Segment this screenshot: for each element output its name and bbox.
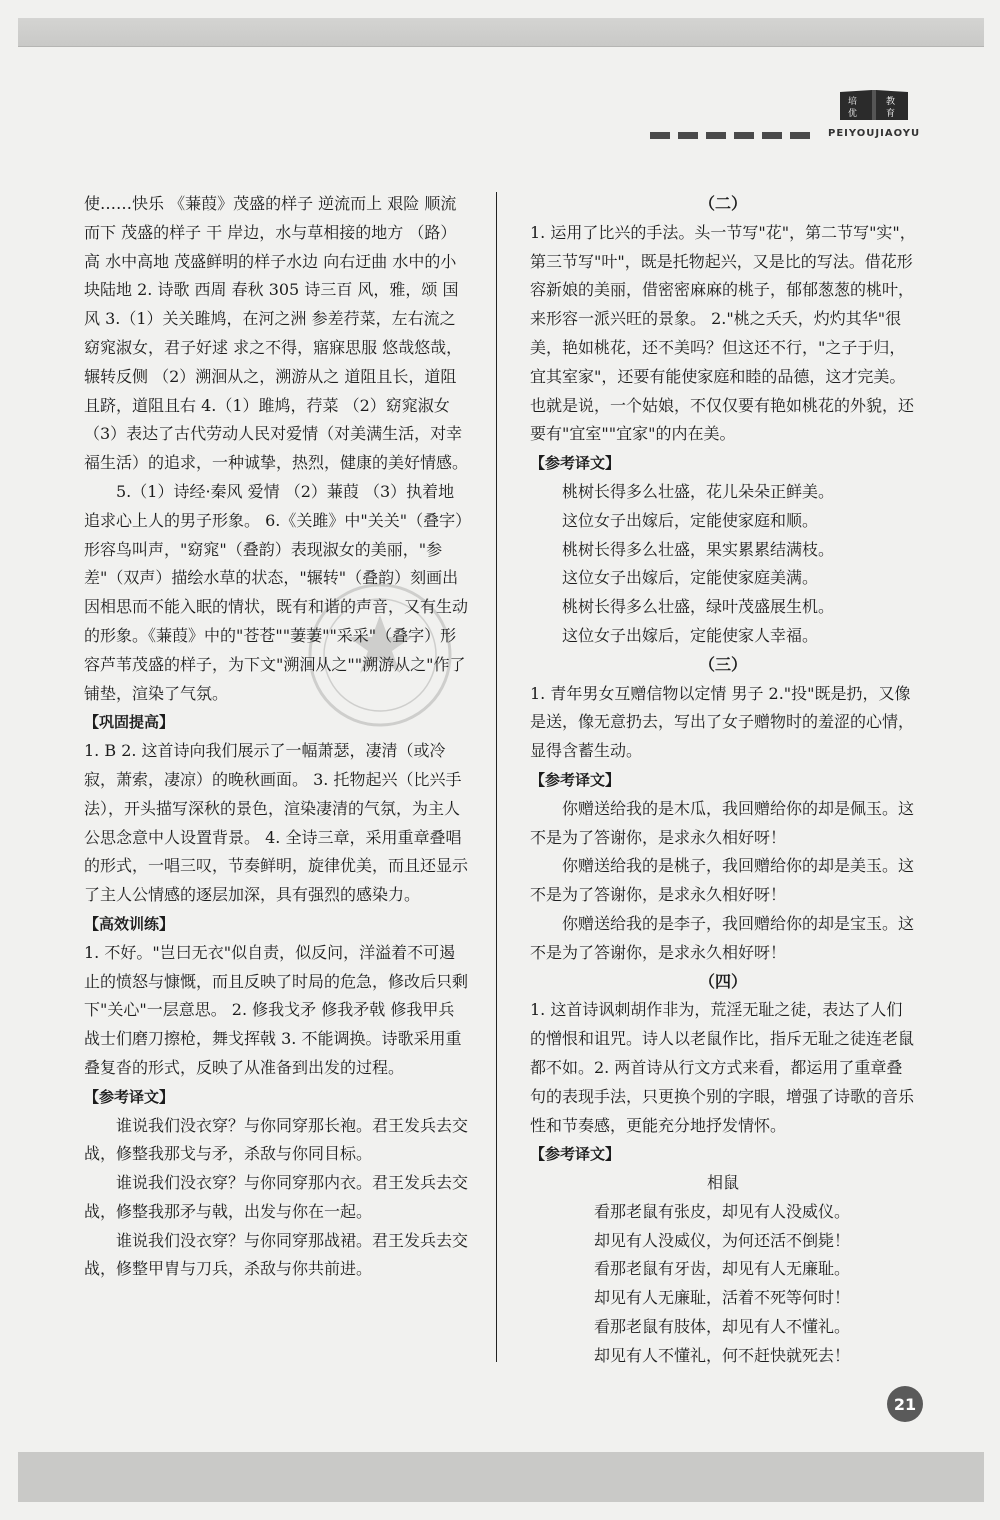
answer-paragraph: 5.（1）诗经·秦风 爱情 （2）蒹葭 （3）执着地追求心上人的男子形象。 6.《关雎》中"关关"（叠字）形容鸟叫声，"窈窕"（叠韵）表现淑女的美丽，"参差"（双声）描绘水草的状态，"辗转"（叠韵）刻画出因相思而不能入眠的情状，既有和谐的声音，又有生动的形象。《蒹葭》中的"苍苍""萋萋""采采"（叠字）形容芦苇茂盛的样子，为下文"溯洄从之""溯游从之"作了铺垫，渲染了气氛。	[84, 481, 468, 703]
logo-glyph: 教	[886, 97, 896, 107]
section-number: （四）	[698, 971, 747, 991]
answer-paragraph: 使……快乐 《蒹葭》茂盛的样子 逆流而上 艰险 顺流而下 茂盛的样子 干 岸边，水与草相接的地方 （路）高 水中高地 茂盛鲜明的样子水边 向右迂曲 水中的小块陆地 2. 诗歌 西周 春秋 305 诗三百 风，雅，颂 国风 3.（1）关关雎鸠，在河之洲 参差荇菜，左右流之 窈窕淑女，君子好逑 求之不得，寤寐思服 悠哉悠哉，辗转反侧 （2）溯洄从之，溯游从之 道阻且长，道阻且跻，道阻且右 4.（1）雎鸠，荇菜 （2）窈窕淑女 （3）表达了古代劳动人民对爱情（对美满生活，对幸福生活）的追求，一种诚挚，热烈，健康的美好情感。	[84, 194, 468, 473]
answer-paragraph: 1. 不好。"岂曰无衣"似自责，似反问，洋溢着不可遏止的愤怒与慷慨，而且反映了时局的危急，修改后只剩下"关心"一层意思。 2. 修我戈矛 修我矛戟 修我甲兵 战士们磨刀擦枪，舞戈挥戟 3. 不能调换。诗歌采用重叠复沓的形式，反映了从准备到出发的过程。	[84, 942, 468, 1077]
column-divider	[496, 192, 497, 1362]
section-heading: 【参考译文】	[530, 1145, 621, 1164]
poem-line: 却见有人不懂礼，何不赶快就死去！	[594, 1345, 851, 1365]
bottom-band	[18, 1452, 984, 1502]
answer-paragraph: 1. 运用了比兴的手法。头一节写"花"，第二节写"实"，第三节写"叶"，既是托物起兴，又是比的写法。借花形容新娘的美丽，借密密麻麻的桃子，郁郁葱葱的桃叶，来形容一派兴旺的景象。 2."桃之夭夭，灼灼其华"很美，艳如桃花，还不美吗？但这还不行，"之子于归，宜其室家"，还要有能使家庭和睦的品德，这才完美。也就是说，一个姑娘，不仅仅要有艳如桃花的外貌，还要有"宜室""宜家"的内在美。	[530, 222, 916, 444]
logo-glyph: 培	[848, 97, 858, 107]
poem-line: 看那老鼠有张皮，却见有人没威仪。	[594, 1201, 851, 1221]
answer-paragraph: 1. 青年男女互赠信物以定情 男子 2."投"既是扔，又像是送，像无意扔去，写出了女子赠物时的羞涩的心情，显得含蓄生动。	[530, 683, 915, 761]
translation-line: 这位女子出嫁后，定能使家庭美满。	[562, 568, 819, 588]
poem-line: 看那老鼠有肢体，却见有人不懂礼。	[594, 1317, 851, 1337]
translation-paragraph: 谁说我们没衣穿？与你同穿那战裙。君王发兵去交战，修整甲胄与刀兵，杀敌与你共前进。	[84, 1230, 468, 1279]
answer-paragraph: 1. 这首诗讽刺胡作非为，荒淫无耻之徒，表达了人们的憎恨和诅咒。诗人以老鼠作比，指斥无耻之徒连老鼠都不如。2. 两首诗从行文方式来看，都运用了重章叠句的表现手法，只更换个别的字眼，增强了诗歌的音乐性和节奏感，更能充分地抒发情怀。	[530, 1000, 915, 1135]
translation-paragraph: 谁说我们没衣穿？与你同穿那长袍。君王发兵去交战，修整我那戈与矛，杀敌与你同目标。	[84, 1115, 468, 1164]
right-column	[530, 190, 916, 1380]
translation-paragraph: 谁说我们没衣穿？与你同穿那内衣。君王发兵去交战，修整我那矛与戟，出发与你在一起。	[84, 1173, 468, 1221]
watermark-stamp-icon	[300, 575, 460, 735]
translation-line: 桃树长得多么壮盛，花儿朵朵正鲜美。	[562, 481, 835, 501]
translation-line: 你赠送给我的是木瓜，我回赠给你的却是佩玉。这不是为了答谢你，是求永久相好呀！	[530, 798, 915, 847]
logo-glyph: 优	[848, 109, 858, 119]
translation-line: 桃树长得多么壮盛，绿叶茂盛展生机。	[562, 597, 835, 617]
answer-paragraph: 1. B 2. 这首诗向我们展示了一幅萧瑟，凄清（或冷寂，萧索，凄凉）的晚秋画面。 3. 托物起兴（比兴手法），开头描写深秋的景色，渲染凄清的气氛，为主人公思念意中人设置背景。 4. 全诗三章，采用重章叠唱的形式，一唱三叹，节奏鲜明，旋律优美，而且还显示了主人公情感的逐层加深，具有强烈的感染力。	[84, 741, 468, 905]
page-number: 21	[887, 1386, 923, 1422]
translation-line: 这位女子出嫁后，定能使家人幸福。	[562, 625, 819, 645]
translation-line: 桃树长得多么壮盛，果实累累结满枝。	[562, 539, 835, 559]
translation-line: 你赠送给我的是李子，我回赠给你的却是宝玉。这不是为了答谢你，是求永久相好呀！	[530, 913, 915, 962]
section-heading: 【参考译文】	[530, 454, 621, 473]
poem-line: 却见有人无廉耻，活着不死等何时！	[594, 1288, 851, 1308]
left-column	[84, 190, 468, 1380]
section-heading: 【高效训练】	[84, 914, 175, 933]
logo-glyph: 育	[886, 109, 896, 119]
translation-line: 你赠送给我的是桃子，我回赠给你的却是美玉。这不是为了答谢你，是求永久相好呀！	[530, 856, 915, 905]
poem-line: 却见有人没威仪，为何还活不倒毙！	[594, 1230, 851, 1250]
top-band	[18, 18, 984, 47]
book-logo-icon	[838, 86, 910, 122]
section-heading: 【参考译文】	[530, 770, 621, 789]
section-heading: 【参考译文】	[84, 1087, 175, 1106]
translation-line: 这位女子出嫁后，定能使家庭和顺。	[562, 510, 819, 530]
poem-line: 看那老鼠有牙齿，却见有人无廉耻。	[594, 1259, 851, 1279]
section-number: （二）	[698, 194, 747, 213]
poem-title: 相鼠	[706, 1173, 739, 1193]
section-number: （三）	[698, 654, 747, 674]
decorative-dashes	[650, 132, 820, 140]
section-heading: 【巩固提高】	[84, 713, 175, 732]
logo-text: PEIYOUJIAOYU	[828, 128, 921, 139]
